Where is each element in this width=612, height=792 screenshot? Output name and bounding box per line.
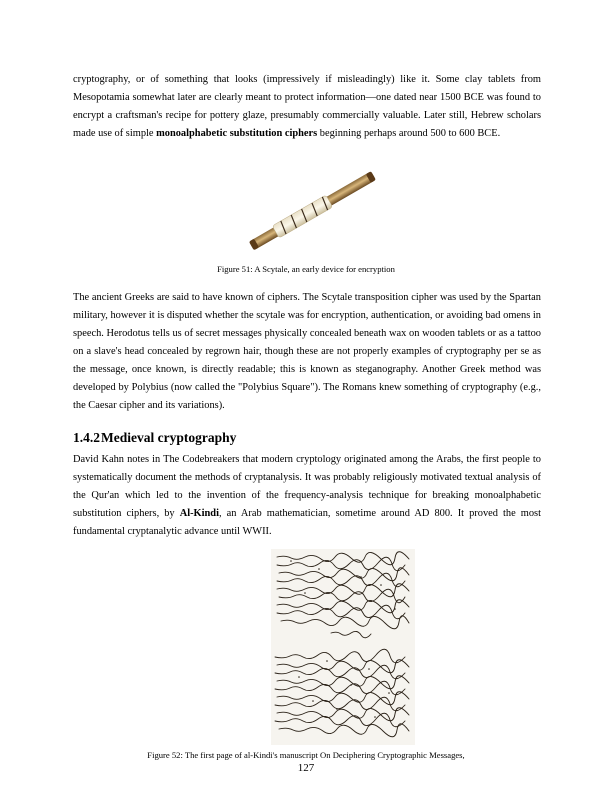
bold-term: Al-Kindi: [179, 508, 219, 519]
paragraph-text: beginning perhaps around 500 to 600 BCE.: [317, 128, 501, 139]
scytale-image: [240, 170, 385, 252]
paragraph-text: cryptography, or of something that looks (impressively if misleadingly) like it. Some clay tablets from Mesopotamia somewhat later are clearly meant to protect information—one dated near 1500 BCE was found to encrypt a craftsman's recipe for pottery glaze, presumably commercially valuable. Later still, Hebrew scholars made use of simple: [73, 74, 541, 139]
paragraph-ancient-greeks: The ancient Greeks are said to have known of ciphers. The Scytale transposition cipher was used by the Spartan military, however it is disputed whether the scytale was for encryption, authentication, or avoiding bad omens in speech. Herodotus tells us of secret messages physically concealed beneath wax on wooden tablets or as a tattoo on a slave's head concealed by regrown hair, though these are not properly examples of cryptography per se as the message, once known, is directly readable; this is known as steganography. Another Greek method was developed by Polybius (now called the "Polybius Square"). The Romans knew something of cryptography (e.g., the Caesar cipher and its variations).: [73, 292, 541, 411]
page-number: 127: [297, 762, 315, 774]
al-kindi-manuscript-image: [271, 549, 415, 745]
section-heading: [73, 430, 236, 446]
figure-52-caption: Figure 52: The first page of al-Kindi's manuscript On Deciphering Cryptographic Messages,: [147, 750, 465, 760]
section-title: Medieval cryptography: [101, 430, 237, 445]
paragraph-text: David Kahn notes in The Codebreakers that modern cryptology originated among the Arabs, the first people to systematically document the methods of cryptanalysis. It was probably religiously motivated textual analysis of the Qur'an which led to the invention of the frequency-analysis technique for breaking monoalphabetic substitution ciphers, by: [73, 454, 541, 519]
section-number: 1.4.2: [73, 430, 100, 445]
figure-51-caption: Figure 51: A Scytale, an early device for encryption: [217, 264, 395, 274]
bold-term: monoalphabetic substitution ciphers: [156, 128, 318, 139]
paragraph-clay-tablets: [73, 71, 541, 143]
paragraph-text: , an Arab mathematician, sometime around AD 800. It proved the most fundamental cryptanalytic advance until WWII.: [73, 508, 541, 537]
paragraph-medieval: [73, 451, 541, 541]
